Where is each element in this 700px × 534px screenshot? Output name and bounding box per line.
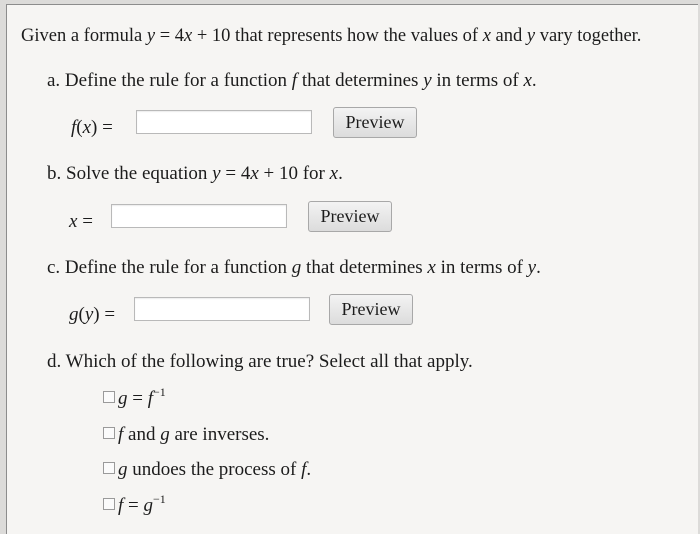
preview-button-c[interactable]: Preview: [329, 294, 413, 325]
question-c: c. Define the rule for a function g that determines x in terms of y.: [47, 257, 541, 278]
question-panel: [6, 4, 698, 534]
option-label: $g = f^{-1}$: [118, 385, 166, 409]
answer-input-c[interactable]: [134, 297, 310, 321]
answer-label-b: x =: [69, 211, 93, 232]
option-label: g undoes the process of f.: [118, 459, 312, 480]
checkbox[interactable]: [103, 427, 115, 439]
answer-input-a[interactable]: [136, 110, 312, 134]
option-label: $f = g^{-1}$: [118, 492, 166, 516]
option-label: f and g are inverses.: [118, 424, 270, 445]
preview-button-b[interactable]: Preview: [308, 201, 392, 232]
question-a: a. Define the rule for a function f that determines y in terms of x.: [47, 70, 537, 91]
answer-label-c: g(y) =: [69, 304, 116, 325]
question-b: b. Solve the equation y = 4x + 10 for x.: [47, 163, 343, 184]
checkbox[interactable]: [103, 498, 115, 510]
preview-button-a[interactable]: Preview: [333, 107, 417, 138]
question-d: d. Which of the following are true? Select all that apply.: [47, 351, 473, 372]
checkbox[interactable]: [103, 462, 115, 474]
problem-statement: Given a formula y = 4x + 10 that represents how the values of x and y vary together.: [21, 26, 642, 46]
checkbox[interactable]: [103, 391, 115, 403]
answer-label-a: f(x) =: [71, 117, 113, 138]
answer-input-b[interactable]: [111, 204, 287, 228]
